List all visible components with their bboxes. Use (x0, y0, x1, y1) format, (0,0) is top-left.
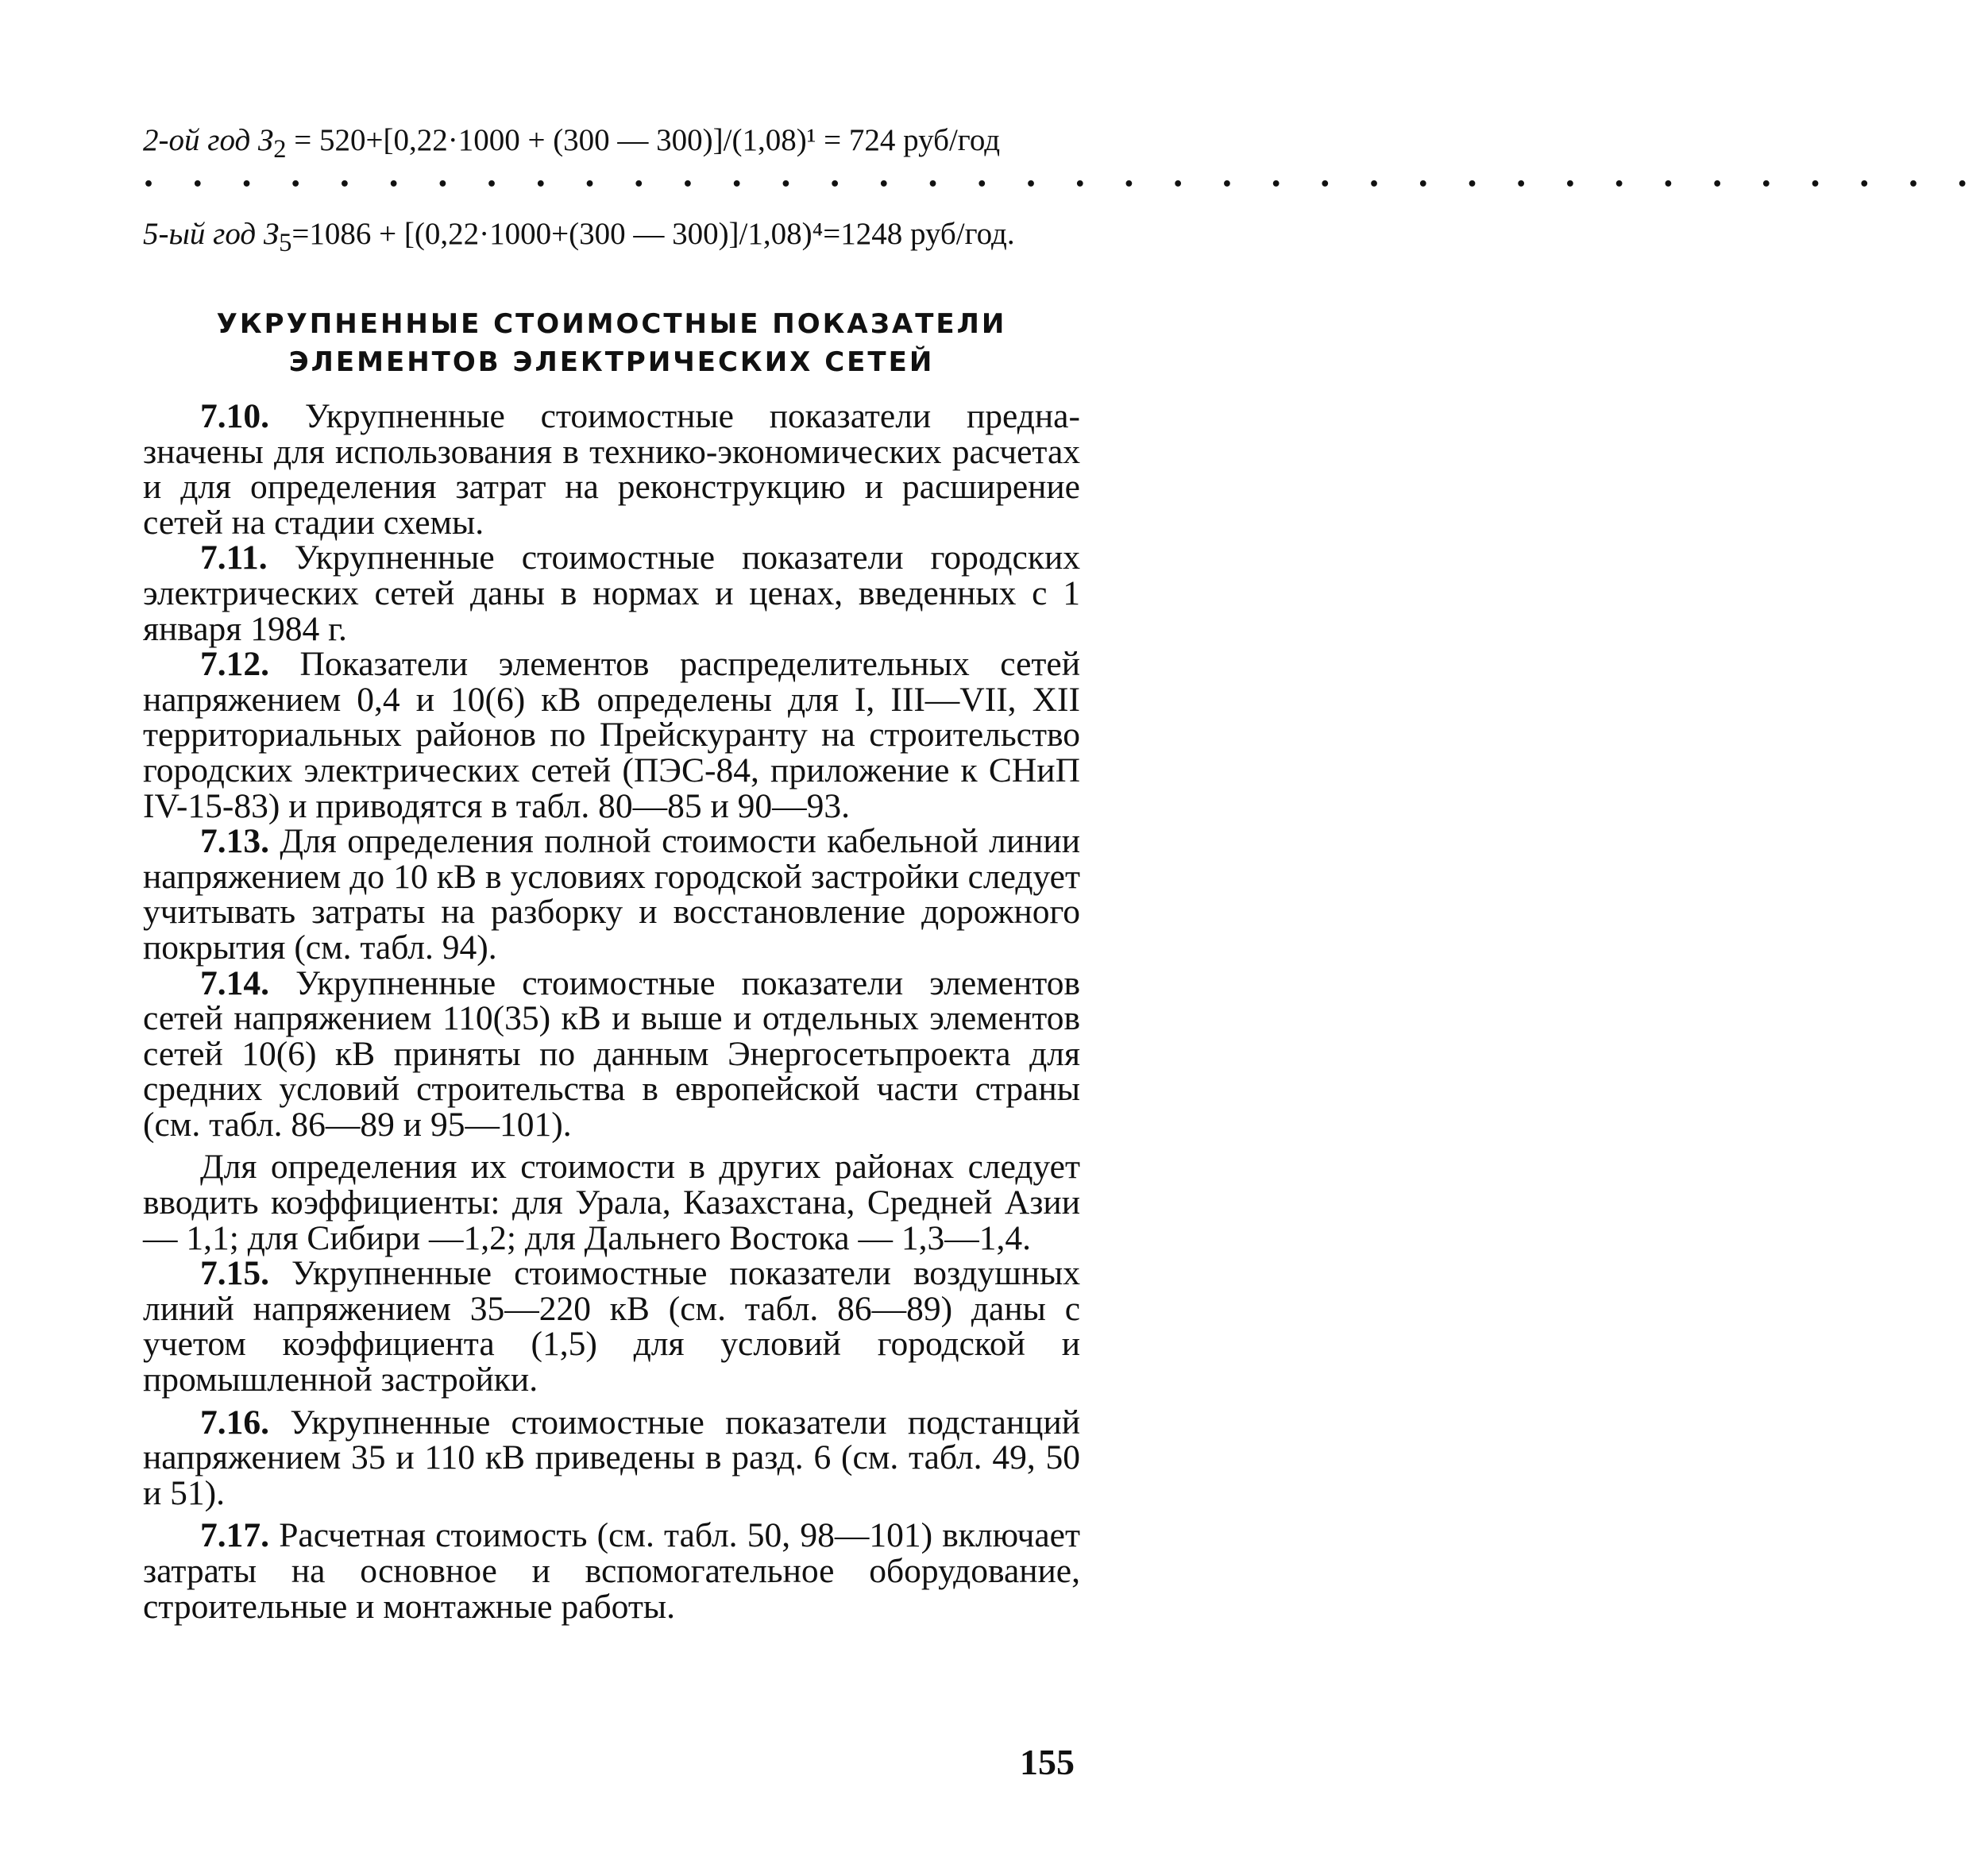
paragraph-number: 7.15. (200, 1254, 269, 1293)
paragraph-text: Для определения полной стоимости кабельной линии напряжением до 10 кВ в условиях городской застройки следует учитывать затраты на разборку и восстановление дорожного покрытия (см. табл. 94). (143, 822, 1080, 967)
formula-year-5 (143, 214, 1080, 263)
body-text (143, 399, 1080, 1624)
formula-year-2-label: 2-ой год З (143, 123, 274, 157)
paragraph-number: 7.11. (200, 538, 268, 577)
paragraph-number: 7.17. (200, 1516, 269, 1555)
paragraph-text: Укрупненные стоимостные показатели городских электрических сетей даны в нормах и ценах, введенных с 1 января 1984 г. (143, 538, 1080, 648)
paragraph-7-15 (143, 1256, 1080, 1397)
paragraph-7-14 (143, 963, 1080, 1144)
paragraph-coefficients (143, 1149, 1080, 1256)
paragraph-text: Показатели элементов распределительных сетей напряжением 0,4 и 10(6) кВ определены для I, III—VII, XII территориальных районов по Прейскуранту на строительство городских электрических сетей (ПЭС-84, приложение к СНиП IV-15-83) и приводятся в табл. 80—85 и 90—93. (143, 645, 1080, 825)
paragraph-number: 7.13. (200, 822, 269, 861)
paragraph-7-12 (143, 647, 1080, 824)
paragraph-7-13 (143, 824, 1080, 965)
paragraph-7-17 (143, 1518, 1080, 1624)
formula-year-2 (143, 121, 1080, 169)
ellipsis-dots: • • • • • • • • • • • • • • • • • • • • • • • • • • • • • • • • • • • • • • (143, 175, 1984, 195)
paragraph-number: 7.10. (200, 397, 269, 435)
formula-year-5-subscript: 5 (279, 228, 292, 257)
formula-year-2-expression: = 520+[0,22·1000 + (300 — 300)]/(1,08)¹ = 724 руб/год (286, 123, 1001, 157)
section-heading-line-2: ЭЛЕМЕНТОВ ЭЛЕКТРИЧЕСКИХ СЕТЕЙ (288, 346, 935, 378)
paragraph-7-11 (143, 540, 1080, 647)
formula-year-2-subscript: 2 (273, 134, 287, 164)
paragraph-text: Укрупненные стоимостные показатели предназначены для использования в технико-экономических расчетах и для определения затрат на реконструкцию и расширение сетей на стадии схемы. (143, 397, 1080, 542)
paragraph-text: Расчетная стоимость (см. табл. 50, 98—101) включает затраты на основное и вспомогательное оборудование, строительные и монтажные работы. (143, 1516, 1080, 1626)
section-heading-line-1: УКРУПНЕННЫЕ СТОИМОСТНЫЕ ПОКАЗАТЕЛИ (216, 308, 1007, 340)
formula-year-5-label: 5-ый год З (143, 217, 280, 251)
formula-year-5-expression: =1086 + [(0,22·1000+(300 — 300)]/1,08)⁴=1248 руб/год. (291, 217, 1015, 251)
paragraph-number: 7.16. (200, 1403, 269, 1442)
page-number: 155 (1020, 1742, 1075, 1782)
paragraph-number: 7.14. (200, 963, 269, 1002)
paragraph-number: 7.12. (200, 645, 269, 684)
paragraph-7-16 (143, 1405, 1080, 1511)
paragraph-text: Укрупненные стоимостные показатели элементов сетей напряжением 110(35) кВ и выше и отдельных элементов сетей 10(6) кВ приняты по данным Энергосетьпроекта для средних условий строительства в европейской части страны (см. табл. 86—89 и 95—101). (143, 963, 1080, 1144)
paragraph-text: Для определения их стоимости в других районах следует вводить коэффициенты: для Урала, Казахстана, Средней Азии — 1,1; для Сибири —1,2; для Дальнего Востока — 1,3—1,4. (143, 1148, 1080, 1257)
paragraph-text: Укрупненные стоимостные показатели воздушных линий напряжением 35—220 кВ (см. табл. 86—89) даны с учетом коэффициента (1,5) для условий городской и промышленной застройки. (143, 1254, 1080, 1399)
paragraph-text: Укрупненные стоимостные показатели подстанций напряжением 35 и 110 кВ приведены в разд. 6 (см. табл. 49, 50 и 51). (143, 1403, 1080, 1512)
paragraph-7-10 (143, 399, 1080, 540)
